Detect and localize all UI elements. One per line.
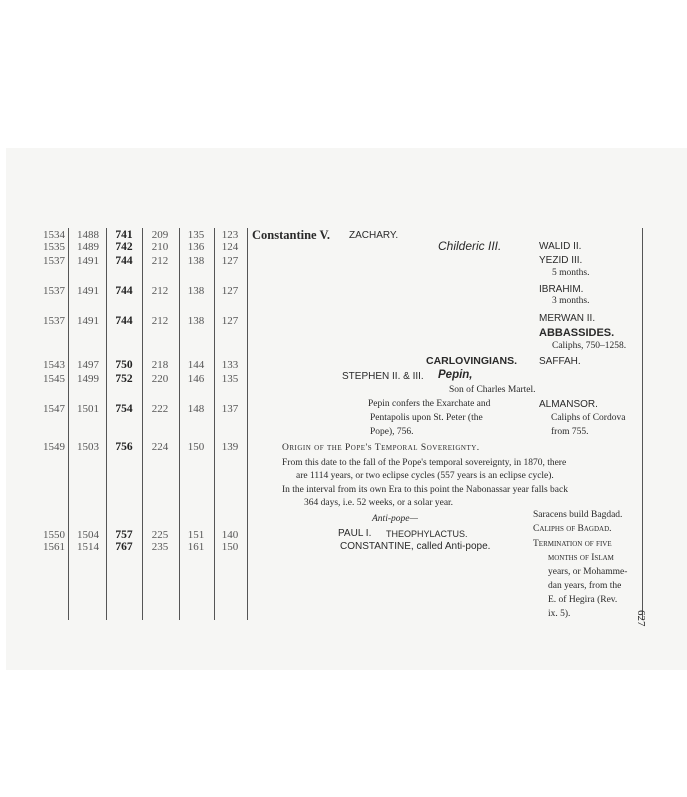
cell-year-f: 135 — [221, 373, 239, 385]
cell-year-b: 1488 — [77, 229, 99, 241]
cell-year-a: 1537 — [43, 315, 65, 327]
cell-year-b: 1497 — [77, 359, 99, 371]
cell-year-d: 212 — [151, 315, 169, 327]
cell-year-e: 146 — [187, 373, 205, 385]
table-row — [6, 286, 251, 298]
table-row — [6, 404, 251, 416]
cell-year-f: 133 — [221, 359, 239, 371]
cell-year-f: 140 — [221, 529, 239, 541]
cell-year-b: 1501 — [77, 403, 99, 415]
cell-year-c: 744 — [115, 255, 133, 267]
table-row — [6, 374, 251, 386]
cell-year-d: 210 — [151, 241, 169, 253]
cell-year-a: 1549 — [43, 441, 65, 453]
temporal-sovereignty-line-2: are 1114 years, or two eclipse cycles (557 years is an eclipse cycle). — [296, 471, 554, 481]
cell-year-b: 1491 — [77, 315, 99, 327]
termination-line-3: years, or Mohamme- — [548, 567, 628, 577]
cell-year-c: 767 — [115, 541, 133, 553]
cell-year-a: 1547 — [43, 403, 65, 415]
termination-line-1: Termination of five — [533, 539, 612, 549]
emperor-constantine-v: Constantine V. — [252, 228, 331, 242]
pepin-parentage: Son of Charles Martel. — [449, 385, 536, 395]
termination-line-2: months of Islam — [548, 553, 614, 563]
caliph-yezid: YEZID III. — [539, 255, 583, 266]
cell-year-e: 151 — [187, 529, 205, 541]
king-pepin: Pepin, — [438, 369, 473, 381]
pepin-donation-line-1: Pepin confers the Exarchate and — [368, 399, 491, 409]
cell-year-b: 1489 — [77, 241, 99, 253]
cell-year-d: 212 — [151, 255, 169, 267]
cell-year-d: 225 — [151, 529, 169, 541]
cell-year-d: 224 — [151, 441, 169, 453]
nabonassar-line-2: 364 days, i.e. 52 weeks, or a solar year. — [304, 498, 454, 508]
cell-year-d: 220 — [151, 373, 169, 385]
table-row — [6, 542, 251, 554]
pope-stephen: STEPHEN II. & III. — [342, 371, 424, 382]
cell-year-b: 1491 — [77, 255, 99, 267]
pope-paul: PAUL I. — [338, 528, 372, 539]
cell-year-f: 123 — [221, 229, 239, 241]
king-childeric: Childeric III. — [438, 239, 502, 253]
caliphs-cordova-line-1: Caliphs of Cordova — [551, 413, 626, 423]
anti-pope-theophylactus: THEOPHYLACTUS. — [386, 529, 468, 539]
pepin-donation-line-3: Pope), 756. — [370, 427, 414, 437]
termination-line-4: dan years, from the — [548, 581, 622, 591]
pope-zachary: ZACHARY. — [349, 230, 399, 241]
cell-year-a: 1561 — [43, 541, 65, 553]
cell-year-e: 150 — [187, 441, 205, 453]
cell-year-f: 127 — [221, 255, 239, 267]
page-number: 627 — [635, 610, 647, 627]
nabonassar-line-1: In the interval from its own Era to this point the Nabonassar year falls back — [282, 485, 568, 495]
caliph-saffah: SAFFAH. — [539, 356, 581, 367]
cell-year-e: 138 — [187, 285, 205, 297]
cell-year-e: 138 — [187, 255, 205, 267]
termination-line-5: E. of Hegira (Rev. — [548, 595, 618, 605]
cell-year-a: 1545 — [43, 373, 65, 385]
caliph-walid: WALID II. — [539, 241, 582, 252]
cell-year-e: 144 — [187, 359, 205, 371]
cell-year-d: 218 — [151, 359, 169, 371]
cell-year-a: 1534 — [43, 229, 65, 241]
cell-year-f: 127 — [221, 285, 239, 297]
termination-line-6: ix. 5). — [548, 609, 571, 619]
temporal-sovereignty-line-1: From this date to the fall of the Pope's temporal sovereignty, in 1870, there — [282, 458, 567, 468]
cell-year-f: 139 — [221, 441, 239, 453]
cell-year-d: 235 — [151, 541, 169, 553]
cell-year-f: 137 — [221, 403, 239, 415]
abbassides-heading: ABBASSIDES. — [539, 327, 615, 339]
table-row — [6, 256, 251, 268]
saracens-bagdad: Saracens build Bagdad. — [533, 510, 623, 520]
cell-year-c: 750 — [115, 359, 133, 371]
cell-year-f: 127 — [221, 315, 239, 327]
caliph-merwan: MERWAN II. — [539, 313, 596, 324]
cell-year-c: 744 — [115, 315, 133, 327]
cell-year-c: 744 — [115, 285, 133, 297]
caliphs-bagdad: Caliphs of Bagdad. — [533, 524, 612, 534]
table-row — [6, 242, 251, 254]
pepin-donation-line-2: Pentapolis upon St. Peter (the — [370, 413, 483, 423]
cell-year-f: 150 — [221, 541, 239, 553]
cell-year-d: 222 — [151, 403, 169, 415]
anti-pope-label: Anti-pope— — [372, 514, 418, 524]
cell-year-d: 209 — [151, 229, 169, 241]
cell-year-b: 1503 — [77, 441, 99, 453]
cell-year-b: 1499 — [77, 373, 99, 385]
caliph-ibrahim: IBRAHIM. — [539, 284, 584, 295]
page-scan — [6, 148, 687, 670]
origin-heading: Origin of the Pope's Temporal Sovereignty. — [282, 443, 480, 453]
yezid-months: 5 months. — [552, 268, 590, 278]
carlovingians-heading: CARLOVINGIANS. — [426, 355, 518, 367]
cell-year-a: 1537 — [43, 255, 65, 267]
cell-year-a: 1550 — [43, 529, 65, 541]
cell-year-e: 138 — [187, 315, 205, 327]
cell-year-f: 124 — [221, 241, 239, 253]
cell-year-b: 1504 — [77, 529, 99, 541]
ibrahim-months: 3 months. — [552, 296, 590, 306]
cell-year-a: 1535 — [43, 241, 65, 253]
caliph-almansor: ALMANSOR. — [539, 399, 598, 410]
cell-year-b: 1514 — [77, 541, 99, 553]
cell-year-c: 756 — [115, 441, 133, 453]
table-row — [6, 442, 251, 454]
cell-year-e: 135 — [187, 229, 205, 241]
cell-year-c: 757 — [115, 529, 133, 541]
cell-year-e: 148 — [187, 403, 205, 415]
right-margin-rule — [642, 228, 643, 620]
cell-year-b: 1491 — [77, 285, 99, 297]
cell-year-e: 136 — [187, 241, 205, 253]
table-row — [6, 316, 251, 328]
cell-year-c: 742 — [115, 241, 133, 253]
cell-year-c: 754 — [115, 403, 133, 415]
cell-year-e: 161 — [187, 541, 205, 553]
cell-year-d: 212 — [151, 285, 169, 297]
cell-year-c: 752 — [115, 373, 133, 385]
caliphs-dates: Caliphs, 750–1258. — [552, 341, 627, 351]
table-row — [6, 360, 251, 372]
cell-year-a: 1543 — [43, 359, 65, 371]
cell-year-c: 741 — [115, 229, 133, 241]
caliphs-cordova-line-2: from 755. — [551, 427, 589, 437]
cell-year-a: 1537 — [43, 285, 65, 297]
anti-pope-constantine: CONSTANTINE, called Anti-pope. — [340, 541, 491, 552]
